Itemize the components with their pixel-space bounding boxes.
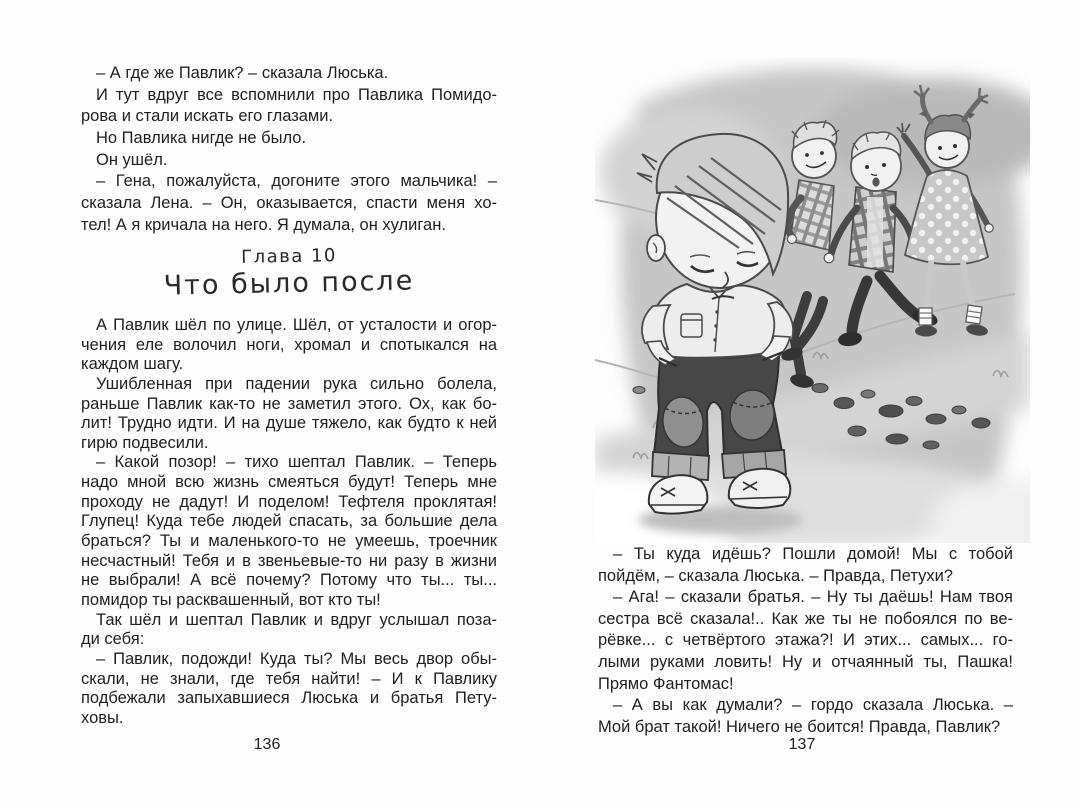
paragraph [81,611,497,650]
text-line: не выбрали! А всё почему? Потому что ты... ты... [81,571,497,590]
paragraph [598,544,1013,587]
page-number-right: 137 [788,736,816,753]
text-line: сестра всё сказала!.. Как же ты не побоялся по ве- [598,609,1013,628]
text-line: сказала Лена. – Он, оказывается, спасти меня хо- [81,194,497,213]
right-page-text [598,544,1013,738]
text-line: И тут вдруг все вспомнили про Павлика Помидо- [96,85,497,104]
text-line: Так шёл и шептал Павлик и вдруг услышал поза- [96,610,497,629]
text-line: – Какой позор! – тихо шептал Павлик. – Теперь [96,453,497,472]
text-line: Мой брат такой! Ничего не боится! Правда, Павлик? [598,717,1001,736]
chapter-heading [81,245,497,302]
paragraph [81,171,497,236]
text-line: Ушибленная при падении рука сильно болела, [96,374,497,393]
text-line: Он ушёл. [96,150,168,169]
pavlik-walking-illustration [595,58,1030,543]
text-line: Но Павлика нигде не было. [96,129,307,148]
paragraph [81,453,497,610]
text-line: подбежали запыхавшиеся Люська и братья Пету- [81,689,497,708]
paragraph [598,587,1013,695]
text-line: – А где же Павлик? – сказала Люська. [96,64,389,82]
text-line: – А вы как думали? – гордо сказала Люська. – [613,696,1013,715]
text-line: – Ага! – сказали братья. – Ну ты даёшь! Нам твоя [613,588,1013,607]
text-line: А Павлик шёл по улице. Шёл, от усталости и огор- [96,316,497,334]
page-number-left: 136 [253,736,281,753]
text-line: Прямо Фантомас! [598,674,734,693]
paragraph [81,150,497,172]
text-line: рёвке... с четвёртого этажа?! И этих... самых... го- [598,631,1013,650]
text-line: ди себя: [81,630,145,649]
text-line: – Павлик, подожди! Куда ты? Мы весь двор обы- [96,649,497,668]
text-line: гирю подвесили. [81,433,209,452]
chapter-title: Что было после [163,265,415,302]
text-line: лыми руками ловить! Ну и отчаянный ты, Пашка! [598,652,1013,671]
text-line: проходу не дадут! И поделом! Тефтеля проклятая! [81,492,497,511]
text-line: чения еле волочил ноги, хромал и спотыкался на [81,335,497,354]
text-line: помидор ты расквашенный, вот кто ты! [81,590,381,609]
text-line: – Ты куда идёшь? Пошли домой! Мы с тобой [613,545,1013,563]
text-line: браться? Ты и маленького-то не умеешь, троечник [81,532,497,551]
chapter-number: Глава 10 [240,245,338,268]
text-line: несчастный! Тебя и в звеньевые-то ни разу в жизни [81,551,497,570]
text-line: каждом шагу. [81,355,184,374]
paragraph [81,85,497,128]
paragraph [81,650,497,729]
paragraph [81,128,497,150]
paragraph [81,63,497,85]
text-line: рова и стали искать его глазами. [81,107,334,126]
left-page-intro-text [81,63,497,237]
text-line: – Гена, пожалуйста, догоните этого мальчика! – [96,172,497,191]
paragraph [598,695,1013,738]
text-line: пойдём, – сказала Люська. – Правда, Петухи? [598,566,953,585]
text-line: ховы. [81,708,124,727]
left-page-body-text [81,316,497,728]
text-line: лит! Трудно идти. И на душе тяжело, как будто к ней [81,414,497,433]
book-illustration [595,58,1030,543]
text-line: скали, не знали, где тебя найти! – И к Павлику [81,669,497,688]
text-line: Глупец! Куда тебе людей спасать, за большие дела [81,512,497,531]
paragraph [81,375,497,454]
text-line: надо мной всю жизнь смеяться будут! Теперь мне [81,473,497,492]
paragraph [81,316,497,375]
text-line: тел! А я кричала на него. Я думала, он хулиган. [81,215,446,234]
text-line: раньше Павлик как-то не заметил этого. Ох, как бо- [81,394,497,413]
